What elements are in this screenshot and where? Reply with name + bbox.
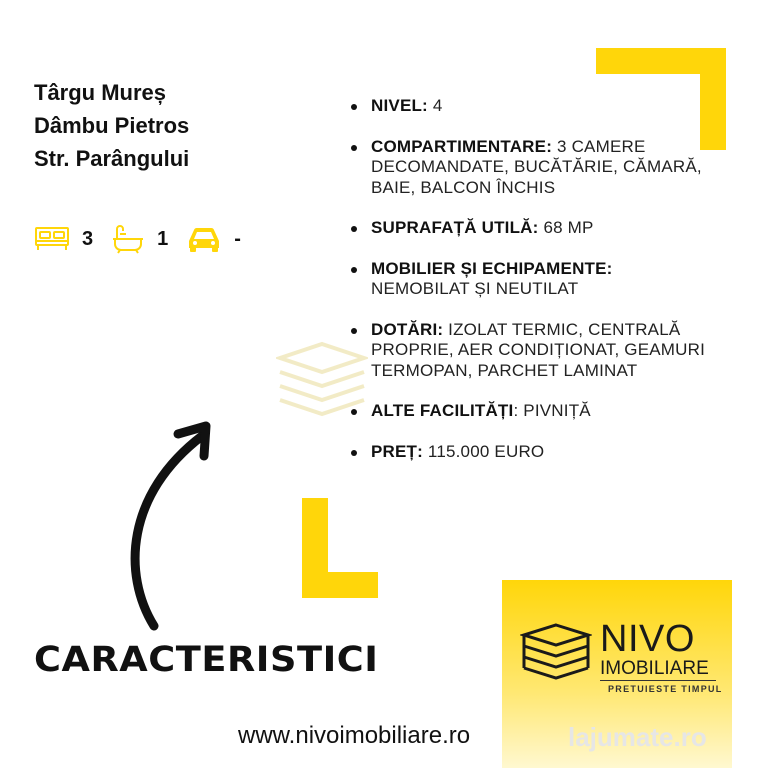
bedrooms-count: 3 (82, 227, 94, 250)
feature-item: ALTE FACILITĂȚI: PIVNIȚĂ (348, 401, 708, 422)
watermark-text: lajumate.ro (568, 722, 707, 752)
brand-name: NIVO (600, 618, 695, 660)
corner-bracket-bottom-horizontal (302, 572, 378, 598)
bed-icon (34, 225, 70, 253)
features-list (348, 96, 708, 482)
bathrooms-count: 1 (157, 227, 169, 250)
location-neighborhood: Dâmbu Pietros (34, 113, 190, 138)
feature-item: SUPRAFAȚĂ UTILĂ: 68 MP (348, 218, 708, 239)
feature-item: COMPARTIMENTARE: 3 CAMERE DECOMANDATE, BUCĂTĂRIE, CĂMARĂ, BAIE, BALCON ÎNCHIS (348, 137, 708, 199)
brand-divider (600, 680, 716, 681)
feature-item: DOTĂRI: IZOLAT TERMIC, CENTRALĂ PROPRIE, AER CONDIȚIONAT, GEAMURI TERMOPAN, PARCHET LAMINAT (348, 320, 708, 382)
feature-item: MOBILIER ȘI ECHIPAMENTE: NEMOBILAT ȘI NEUTILAT (348, 259, 708, 300)
building-logo-icon (520, 622, 592, 689)
bathtub-icon (111, 224, 145, 254)
brand-subtitle: IMOBILIARE (600, 658, 709, 679)
headline-title: CARACTERISTICI (34, 640, 379, 680)
website-link[interactable]: www.nivoimobiliare.ro (238, 722, 471, 749)
location-block (34, 76, 189, 175)
feature-item: NIVEL: 4 (348, 96, 708, 117)
location-street: Str. Parângului (34, 146, 190, 171)
location-city: Târgu Mureș (34, 80, 167, 105)
feature-item: PREȚ: 115.000 EURO (348, 442, 708, 463)
curved-arrow-icon (120, 414, 230, 639)
car-icon (186, 224, 222, 254)
parking-count: - (234, 227, 241, 250)
brand-tagline: PRETUIESTE TIMPUL (608, 684, 723, 694)
stats-row (34, 222, 259, 256)
